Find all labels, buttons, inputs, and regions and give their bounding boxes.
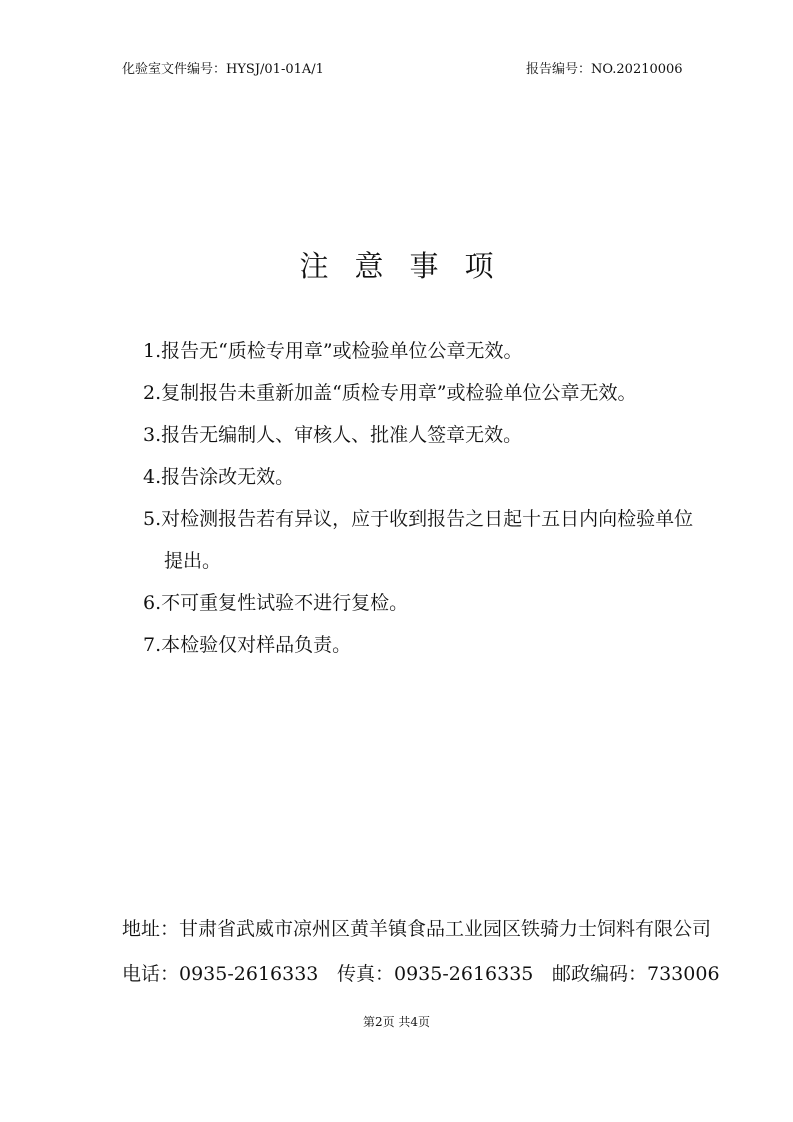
notice-list [143, 330, 763, 666]
report-number: 报告编号：NO.20210006 [526, 62, 683, 77]
notice-item: 3.报告无编制人、审核人、批准人签章无效。 [143, 424, 523, 446]
notice-item: 7.本检验仅对样品负责。 [143, 634, 352, 656]
page-number: 第2页 共4页 [362, 1015, 431, 1029]
footer-address: 地址：甘肃省武威市凉州区黄羊镇食品工业园区铁骑力士饲料有限公司 [122, 918, 712, 940]
notice-item: 6.不可重复性试验不进行复检。 [143, 592, 409, 614]
notice-item: 4.报告涂改无效。 [143, 466, 295, 488]
notice-item-continuation: 提出。 [164, 550, 222, 572]
footer-phone: 电话：0935-2616333 [122, 963, 319, 985]
notice-item: 1.报告无“质检专用章”或检验单位公章无效。 [143, 340, 523, 362]
page-title: 注意事项 [299, 249, 520, 283]
notice-item: 5.对检测报告若有异议，应于收到报告之日起十五日内向检验单位 [143, 508, 694, 530]
footer-contact [122, 959, 720, 986]
notice-item: 2.复制报告未重新加盖“质检专用章”或检验单位公章无效。 [143, 382, 637, 404]
footer-fax: 传真：0935-2616335 [337, 963, 534, 985]
footer-postal-code: 邮政编码：733006 [552, 963, 720, 985]
file-number: 化验室文件编号：HYSJ/01-01A/1 [122, 62, 324, 77]
